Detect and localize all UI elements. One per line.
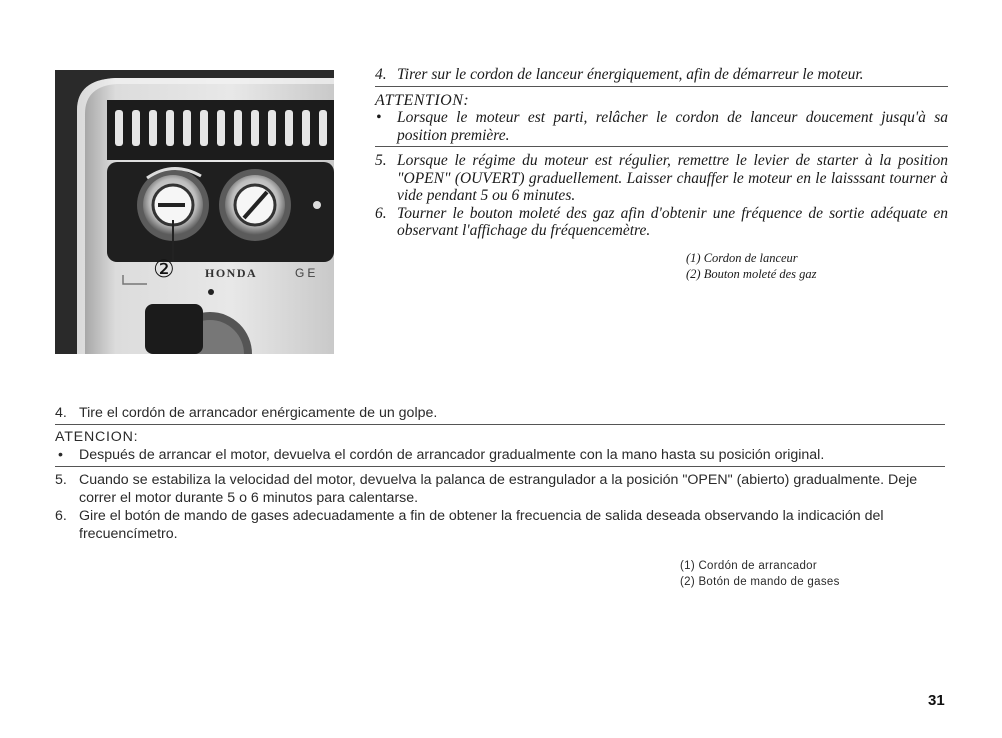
brand-label: HONDA bbox=[205, 266, 258, 280]
generator-photo bbox=[55, 70, 334, 354]
fr-step-5-number: 5. bbox=[375, 152, 387, 169]
page-number: 31 bbox=[928, 692, 945, 709]
es-legend-item-1: (1) Cordón de arrancador bbox=[680, 560, 817, 572]
fr-attention-item bbox=[375, 109, 948, 147]
es-step-4-text: Tire el cordón de arrancador enérgicamente de un golpe. bbox=[79, 405, 438, 421]
es-step-5-text: Cuando se estabiliza la velocidad del motor, devuelva la palanca de estrangulador a la posición "OPEN" (abierto) gradualmente. Deje correr el motor durante 5 o 6 minutos para calentarse. bbox=[79, 472, 918, 506]
es-step-5 bbox=[55, 471, 945, 507]
fr-step-6 bbox=[375, 205, 948, 240]
es-attention-item bbox=[55, 446, 945, 467]
fr-legend-item-2: (2) Bouton moleté des gaz bbox=[686, 266, 817, 281]
es-step-6-text: Gire el botón de mando de gases adecuadamente a fin de obtener la frecuencia de salida deseada observando la indicación del frecuencímetro. bbox=[79, 508, 884, 542]
es-attention-bullet: • bbox=[58, 447, 63, 463]
es-step-5-number: 5. bbox=[55, 472, 67, 488]
es-attention-title: ATENCION: bbox=[55, 429, 139, 445]
generator-illustration bbox=[55, 70, 334, 354]
fr-step-6-number: 6. bbox=[375, 204, 387, 222]
fr-step-5-text: Lorsque le régime du moteur est régulier, remettre le levier de starter à la position "OPEN" (OUVERT) graduellement. Laisser chauffer le moteur en le laisssant tourner à vide pendant 5 ou 6 minutes. bbox=[397, 152, 948, 204]
callout-2: ② bbox=[153, 255, 175, 283]
fr-step-4-number: 4. bbox=[375, 66, 387, 83]
brand-label-suffix: GE bbox=[295, 266, 319, 280]
fr-step-4-text: Tirer sur le cordon de lanceur énergiquement, afin de démarreur le moteur. bbox=[397, 66, 864, 83]
fr-step-4 bbox=[375, 66, 948, 87]
es-legend-item-2: (2) Botón de mando de gases bbox=[680, 576, 840, 588]
fr-attention-title: ATTENTION: bbox=[375, 91, 470, 109]
fr-attention-bullet: • bbox=[376, 109, 382, 126]
fr-legend bbox=[686, 250, 948, 282]
french-instructions bbox=[375, 66, 948, 282]
fr-step-5 bbox=[375, 152, 948, 205]
es-step-4-number: 4. bbox=[55, 405, 67, 421]
es-step-4 bbox=[55, 404, 945, 425]
es-step-6-number: 6. bbox=[55, 508, 67, 524]
fr-legend-item-1: (1) Cordon de lanceur bbox=[686, 250, 798, 265]
es-legend bbox=[680, 558, 945, 590]
fr-step-6-text: Tourner le bouton moleté des gaz afin d'obtenir une fréquence de sortie adéquate en observant l'affichage du fréquencemètre. bbox=[397, 204, 948, 239]
es-step-6 bbox=[55, 507, 945, 543]
es-attention-text: Después de arrancar el motor, devuelva el cordón de arrancador gradualmente con la mano hasta su posición original. bbox=[79, 447, 825, 463]
spanish-instructions bbox=[55, 404, 945, 590]
fr-attention-text: Lorsque le moteur est parti, relâcher le cordon de lanceur doucement jusqu'à sa position première. bbox=[397, 109, 948, 144]
